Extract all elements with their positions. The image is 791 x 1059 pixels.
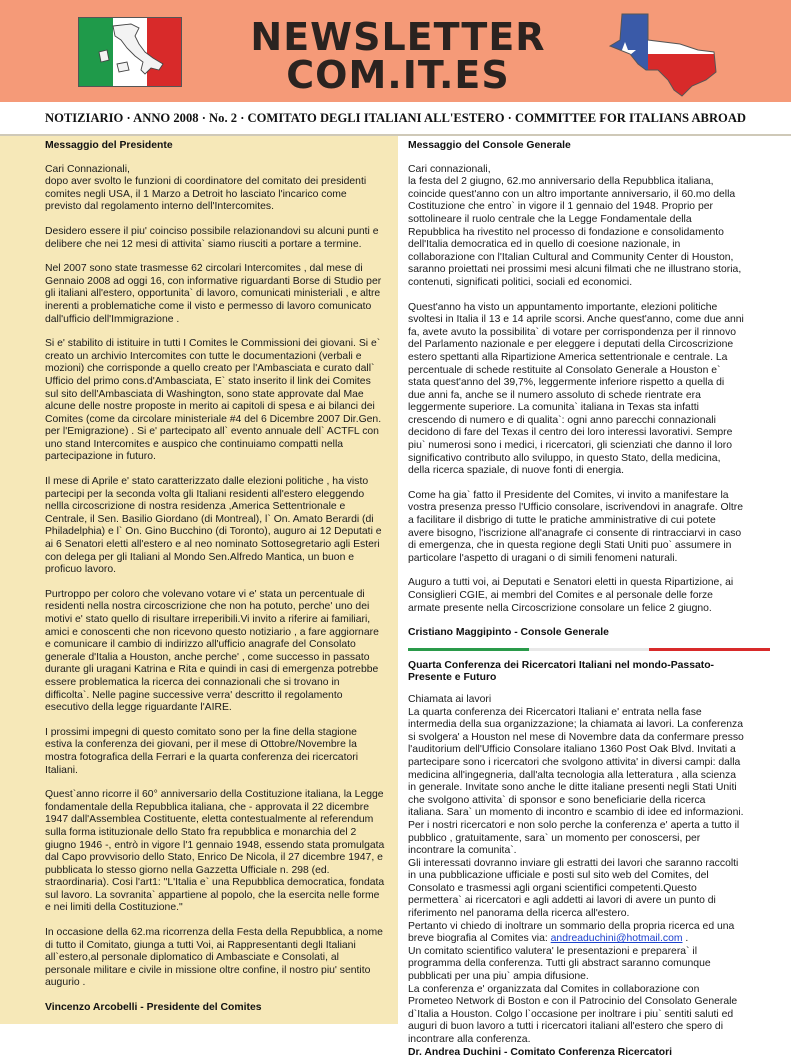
conference-body xyxy=(408,694,744,1047)
tricolor-divider xyxy=(408,648,770,651)
president-heading: Messaggio del Presidente xyxy=(45,140,173,151)
email-link[interactable]: andreaduchini@hotmail.com xyxy=(550,933,683,945)
president-paragraph: Si e' stabilito di istituire in tutti I Comites le Commissioni dei giovani. Si e` creato un archivio Intercomites con tutte le documentazioni (verbali e mozioni) che corrisponde a quello creato per l'Ambasciata e curato dall` Ufficio del primo cons.d'Ambasciata, E` stato inserito il link dei Comites sul sito dell'Ambasciata di Washington, sono state approvate dal Mae alcune delle nostre proposte in merito ai capitoli di spesa e ai bilanci dei Comites (come da circolare ministeriale #4 del 6 Dicembre 2007 Dir.Gen. per l'Emigrazione) . Si e' partecipato all` evento annuale dell` ACTFL con uno stand Intercomites e auspico che continuiamo compatti nella partecipazione in futuro. xyxy=(45,338,382,463)
consul-paragraph: Quest'anno ha visto un appuntamento importante, elezioni politiche svoltesi in Italia il 13 e 14 aprile scorsi. Anche quest'anno, come due anni fa, avete avuto la possibilita` di votare per corrispondenza per il rinnovo del Parlamento nazionale e per eleggere i deputati della Circoscrizione estero spettanti alla Ripartizione America settentrionale e centrale. La percentuale di schede restituite al Consolato Generale a Houston e` stata quest'anno del 39,7%, leggermente inferiore rispetto a quella di due anni fa, anche se il numero assoluto di schede rientrate era leggermente superiore. La comunita` italiana in Texas sta infatti crescendo di numero e di qualita`: ogni anno parecchi connazionali decidono di fare del Texas il centro dei loro interessi lavorativi. Sempre piu` numerosi sono i medici, i ricercatori, gli scienziati che danno il loro significativo contributo allo sviluppo, in questo Stato, della medicina, della ricerca spaziale, di nuove fonti di energia. xyxy=(408,301,744,477)
president-message xyxy=(45,136,385,1015)
consul-heading: Messaggio del Console Generale xyxy=(408,140,571,151)
president-paragraph: In occasione della 62.ma ricorrenza della Festa della Repubblica, a nome di tutto il Comitato, giunga a tutti Voi, ai Rappresentanti degli Italiani all`estero,al personale diplomatico di Ambasciate e Consolati, al personale militare e civile in missione oltre confine, il nostro piu' sentito augurio . xyxy=(45,927,383,989)
italian-flag-logo xyxy=(78,17,182,87)
title-line-1: NEWSLETTER xyxy=(250,15,546,59)
president-paragraph: Cari Connazionali, dopo aver svolto le funzioni di coordinatore del comitato dei presidenti comites negli USA, il 1 Marzo a Detroit ho lasciato l'incarico come previsto dal regolamento interno dell'Intercomites. xyxy=(45,163,367,213)
masthead xyxy=(0,0,791,102)
consul-signature: Cristiano Maggipinto - Console Generale xyxy=(408,627,609,639)
consul-paragraph: Come ha gia` fatto il Presidente del Comites, vi invito a manifestare la vostra presenza presso l'Ufficio consolare, iscrivendovi in anagrafe. Oltre a facilitare il disbrigo di tutte le pratiche amministrative di cui potete avere bisogno, l'iscrizione all'anagrafe ci consente di rintracciarvi in caso di emergenza, che in questa regione degli Stati Uniti puo` assumere in particolare l'aspetto di uragani o di simili fenomeni naturali. xyxy=(408,489,744,564)
conference-body-part-2: . Un comitato scientifico valutera' le presentazioni e preparera` il programma della conferenza. Tutti gli abstract saranno comunque pubblicati per una piu` ampia difusione. La conferenza e' organizzata dal Comites in collaborazione con Prometeo Network di Boston e con il Patrocinio del Consolato Generale d`Italia a Houston. Colgo l`occasione per inoltrare i piu` sentiti saluti ed auguri di buon lavoro a tutti i ricercatori italiani all'estero che spero di incontrare alla conferenza. xyxy=(408,933,738,1045)
president-paragraph: I prossimi impegni di questo comitato sono per la fine della stagione estiva la conferenza dei giovani, per il mese di Ottobre/Novembre la mostra fotografica della Ferrari e la quarta conferenza dei ricercatori Italiani. xyxy=(45,726,359,776)
right-column xyxy=(398,136,791,1058)
conference-body-part-1: Chiamata ai lavori La quarta conferenza dei Ricercatori Italiani e' entrata nella fase intermedia della sua organizzazione; la chiamata ai lavori. La conferenza si svolgera' a Houston nel mese di Novembre data da confermare presso l'auditorium dell'Ufficio Consolare italiano 1360 Post Oak Blvd. Invitati a partecipare sono i ricercatori che svolgono attivita' in diversi campi: dalla medicina all'ingegneria, dall'alta tecnologia alla letteratura , alla scienza in generale. Invitate sono anche le ditte italiane presenti negli Stati Uniti che svolgono attivita` di sponsor e sono beneficiarie della ricerca italiana. Sara` un momento di incontro e scambio di idee ed informazioni. Per i nostri ricercatori e non solo perche la conferenza e' aperta a tutto il pubblico , gratuitamente, sara` un momento per conoscersi, per incontrare la comunita`. Gli interessati dovranno inviare gli estratti dei lavori che saranno raccolti in una pubblicazione ufficiale e posti sul sito web del Comites, del Consolato e trasmessi agli organi scientifici competenti.Questo permettera` ai ricercatori e agli addetti ai lavori di avere un punto di riferimento nel panorama della ricerca all'estero. Pertanto vi chiedo di inoltrare un sommario della propria ricerca ed una breve biografia al Comites via: xyxy=(408,693,744,945)
newsletter-title xyxy=(218,15,578,97)
newsletter-subtitle-bar xyxy=(0,102,791,136)
consul-paragraph: Cari connazionali, la festa del 2 giugno, 62.mo anniversario della Repubblica italiana, coincide quest'anno con un altro importante anniversario, il 60.mo della Costituzione che entro` in vigore il 1 gennaio del 1948. Proprio per sottolineare il ruolo centrale che la Legge Fondamentale della Repubblica ha rivestito nel processo di fondazione e consolidamento dell'Italia democratica ed in quello di coesione nazionale, in collaborazione con l'Italian Cultural and Community Center di Houston, saranno proiettati nei prossimi mesi alcuni filmati che ne illustrano storia, contenuti, significati politici, sociali ed economici. xyxy=(408,163,742,288)
title-line-2: COM.IT.ES xyxy=(286,53,510,97)
consul-message xyxy=(408,136,744,1059)
president-signature: Vincenzo Arcobelli - Presidente del Comites xyxy=(45,1002,262,1014)
president-paragraph: Nel 2007 sono state trasmesse 62 circolari Intercomites , dal mese di Gennaio 2008 ad oggi 16, con informative riguardanti Borse di Studio per gli italiani all'estero, opportunita` di lavoro, comunicati ministeriali , e altre inerenti a problematiche come il visto e permesso di lavoro comunicato dall'ufficio dell'Immigrazione . xyxy=(45,263,382,325)
texas-flag-map-icon xyxy=(602,10,720,98)
left-column xyxy=(0,136,398,1024)
conference-heading: Quarta Conferenza dei Ricercatori Italiani nel mondo-Passato-Presente e Futuro xyxy=(408,659,715,684)
president-paragraph: Il mese di Aprile e' stato caratterizzato dalle elezioni politiche , ha visto partecipi per la seconda volta gli Italiani residenti all'estero eleggendo nellla circoscrizione di nostra residenza ,America Settentrionale e Centrale, il Sen. Basilio Giordano (di Montreal), l` On. Amato Berardi (di Philadelphia) e l` On. Gino Bucchino (di Toronto), auguro ai 12 Deputati e ai 6 Senatori eletti all'estero e al neo nominato Sottosegretario agli Esteri con delega per gli Italiani al Mondo Sen.Alfredo Mantica, un buon e proficuo lavoro. xyxy=(45,476,382,576)
newsletter-subtitle: NOTIZIARIO · ANNO 2008 · No. 2 · COMITATO DEGLI ITALIANI ALL'ESTERO · COMMITTEE FOR ITALIANS ABROAD xyxy=(44,111,747,125)
consul-paragraph: Auguro a tutti voi, ai Deputati e Senatori eletti in questa Ripartizione, ai Consiglieri CGIE, ai membri del Comites e al personale delle forze armate presente nella Circoscrizione consolare un felice 2 giugno. xyxy=(408,577,734,614)
conference-signature: Dr. Andrea Duchini - Comitato Conferenza Ricercatori xyxy=(408,1046,673,1058)
italy-map-icon xyxy=(79,18,181,86)
president-paragraph: Quest`anno ricorre il 60° anniversario della Costituzione italiana, la Legge fondamentale della Repubblica italiana, che - approvata il 22 dicembre 1947 dall'Assemblea Costituente, eletta contestualmente al referendum sulla forma istituzionale dello Stato fra repubblica e monarchia del 2 giugno 1946 -, entrò in vigore l'1 gennaio 1948, essendo stata promulgata dal Capo provvisorio dello Stato, Enrico De Nicola, il 27 dicembre 1947, e pubblicata lo stesso giorno nella Gazzetta Ufficiale n. 298 (ed. straordinaria). Cosi l'art1: "L'Italia e` una Repubblica democratica, fondata sul lavoro. La sovranita` appartiene al popolo, che la esercita nelle forme e nei limiti della Costituzione." xyxy=(45,789,385,914)
president-paragraph: Purtroppo per coloro che volevano votare vi e' stata un percentuale di residenti nella nostra circoscrizione che non ha potuto, perche' uno dei motivi e' stato quello di risultare irreperibili.Vi invito a riferire ai familiari, amici e conoscenti che non ricevono questo notiziario , a fare aggiornare e comunicare il cambio di indirizzo all'ufficio anagrafe del Consolato generale d'Italia a Houston, anche perche' , come successo in passato durante gli uragani Katrina e Rita e quindi in casi di emergenza potrebbe essere problematica la ricerca dei connazionali che si trovano in difficolta`. Nelle pagine successive verra' descritto il regolamento esecutivo della legge riguardante l'AIRE. xyxy=(45,588,379,714)
president-paragraph: Desidero essere il piu' coinciso possibile relazionandovi su alcuni punti e delibere che nei 12 mesi di attivita` siamo riusciti a portare a termine. xyxy=(45,225,379,250)
